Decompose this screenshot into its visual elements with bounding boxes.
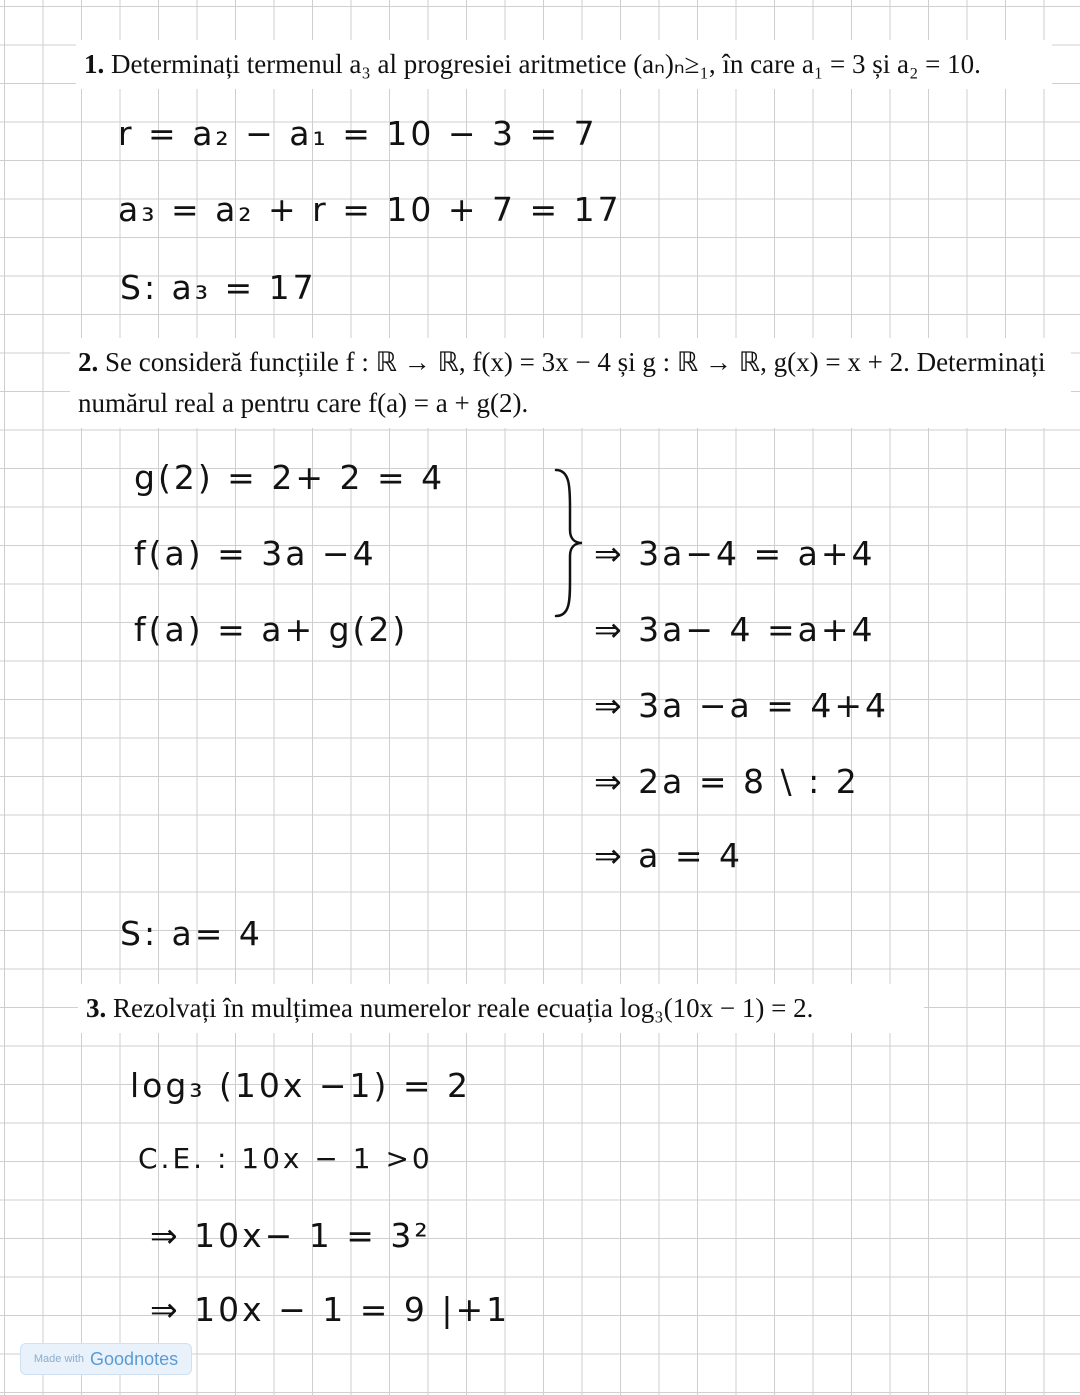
work2-right-5: ⇒ a = 4 — [594, 836, 743, 875]
problem-2-text: Se consideră funcțiile f : ℝ → ℝ, f(x) = 3x − 4 și g : ℝ → ℝ, g(x) = x + 2. Determinați numărul real a pentru care f(a) = a + g(2). — [78, 347, 1046, 418]
badge-brand: Goodnotes — [90, 1348, 179, 1369]
problem-3-text: Rezolvați în mulțimea numerelor reale ecuația log₃(10x − 1) = 2. — [113, 993, 814, 1023]
work2-right-1: ⇒ 3a−4 = a+4 — [594, 534, 876, 573]
curly-brace-icon — [548, 468, 588, 618]
problem-1-text: Determinați termenul a₃ al progresiei aritmetice (aₙ)ₙ≥₁, în care a₁ = 3 și a₂ = 10. — [111, 49, 981, 79]
work1-line-1: r = a₂ − a₁ = 10 − 3 = 7 — [118, 114, 598, 153]
work2-left-3: f(a) = a+ g(2) — [134, 610, 409, 649]
work2-left-2: f(a) = 3a −4 — [134, 534, 377, 573]
work1-line-2: a₃ = a₂ + r = 10 + 7 = 17 — [118, 190, 622, 229]
work3-line-2: C.E. : 10x − 1 >0 — [138, 1142, 433, 1175]
work2-right-2: ⇒ 3a− 4 =a+4 — [594, 610, 876, 649]
problem-3 — [78, 984, 924, 1033]
badge-made-with: Made with — [33, 1353, 85, 1365]
work2-right-4: ⇒ 2a = 8 \ : 2 — [594, 762, 860, 801]
work2-solution: S: a= 4 — [120, 914, 263, 953]
work1-solution: S: a₃ = 17 — [120, 268, 317, 307]
goodnotes-badge — [20, 1343, 192, 1375]
problem-1 — [76, 40, 1052, 89]
work3-line-4: ⇒ 10x − 1 = 9 |+1 — [150, 1290, 511, 1329]
work2-left-1: g(2) = 2+ 2 = 4 — [134, 458, 446, 497]
work3-line-1: log₃ (10x −1) = 2 — [130, 1066, 472, 1105]
problem-3-number: 3. — [86, 993, 107, 1023]
problem-1-number: 1. — [84, 49, 105, 79]
work3-line-3: ⇒ 10x− 1 = 3² — [150, 1216, 431, 1255]
problem-2 — [70, 338, 1071, 428]
problem-2-number: 2. — [78, 347, 99, 377]
work2-right-3: ⇒ 3a −a = 4+4 — [594, 686, 889, 725]
